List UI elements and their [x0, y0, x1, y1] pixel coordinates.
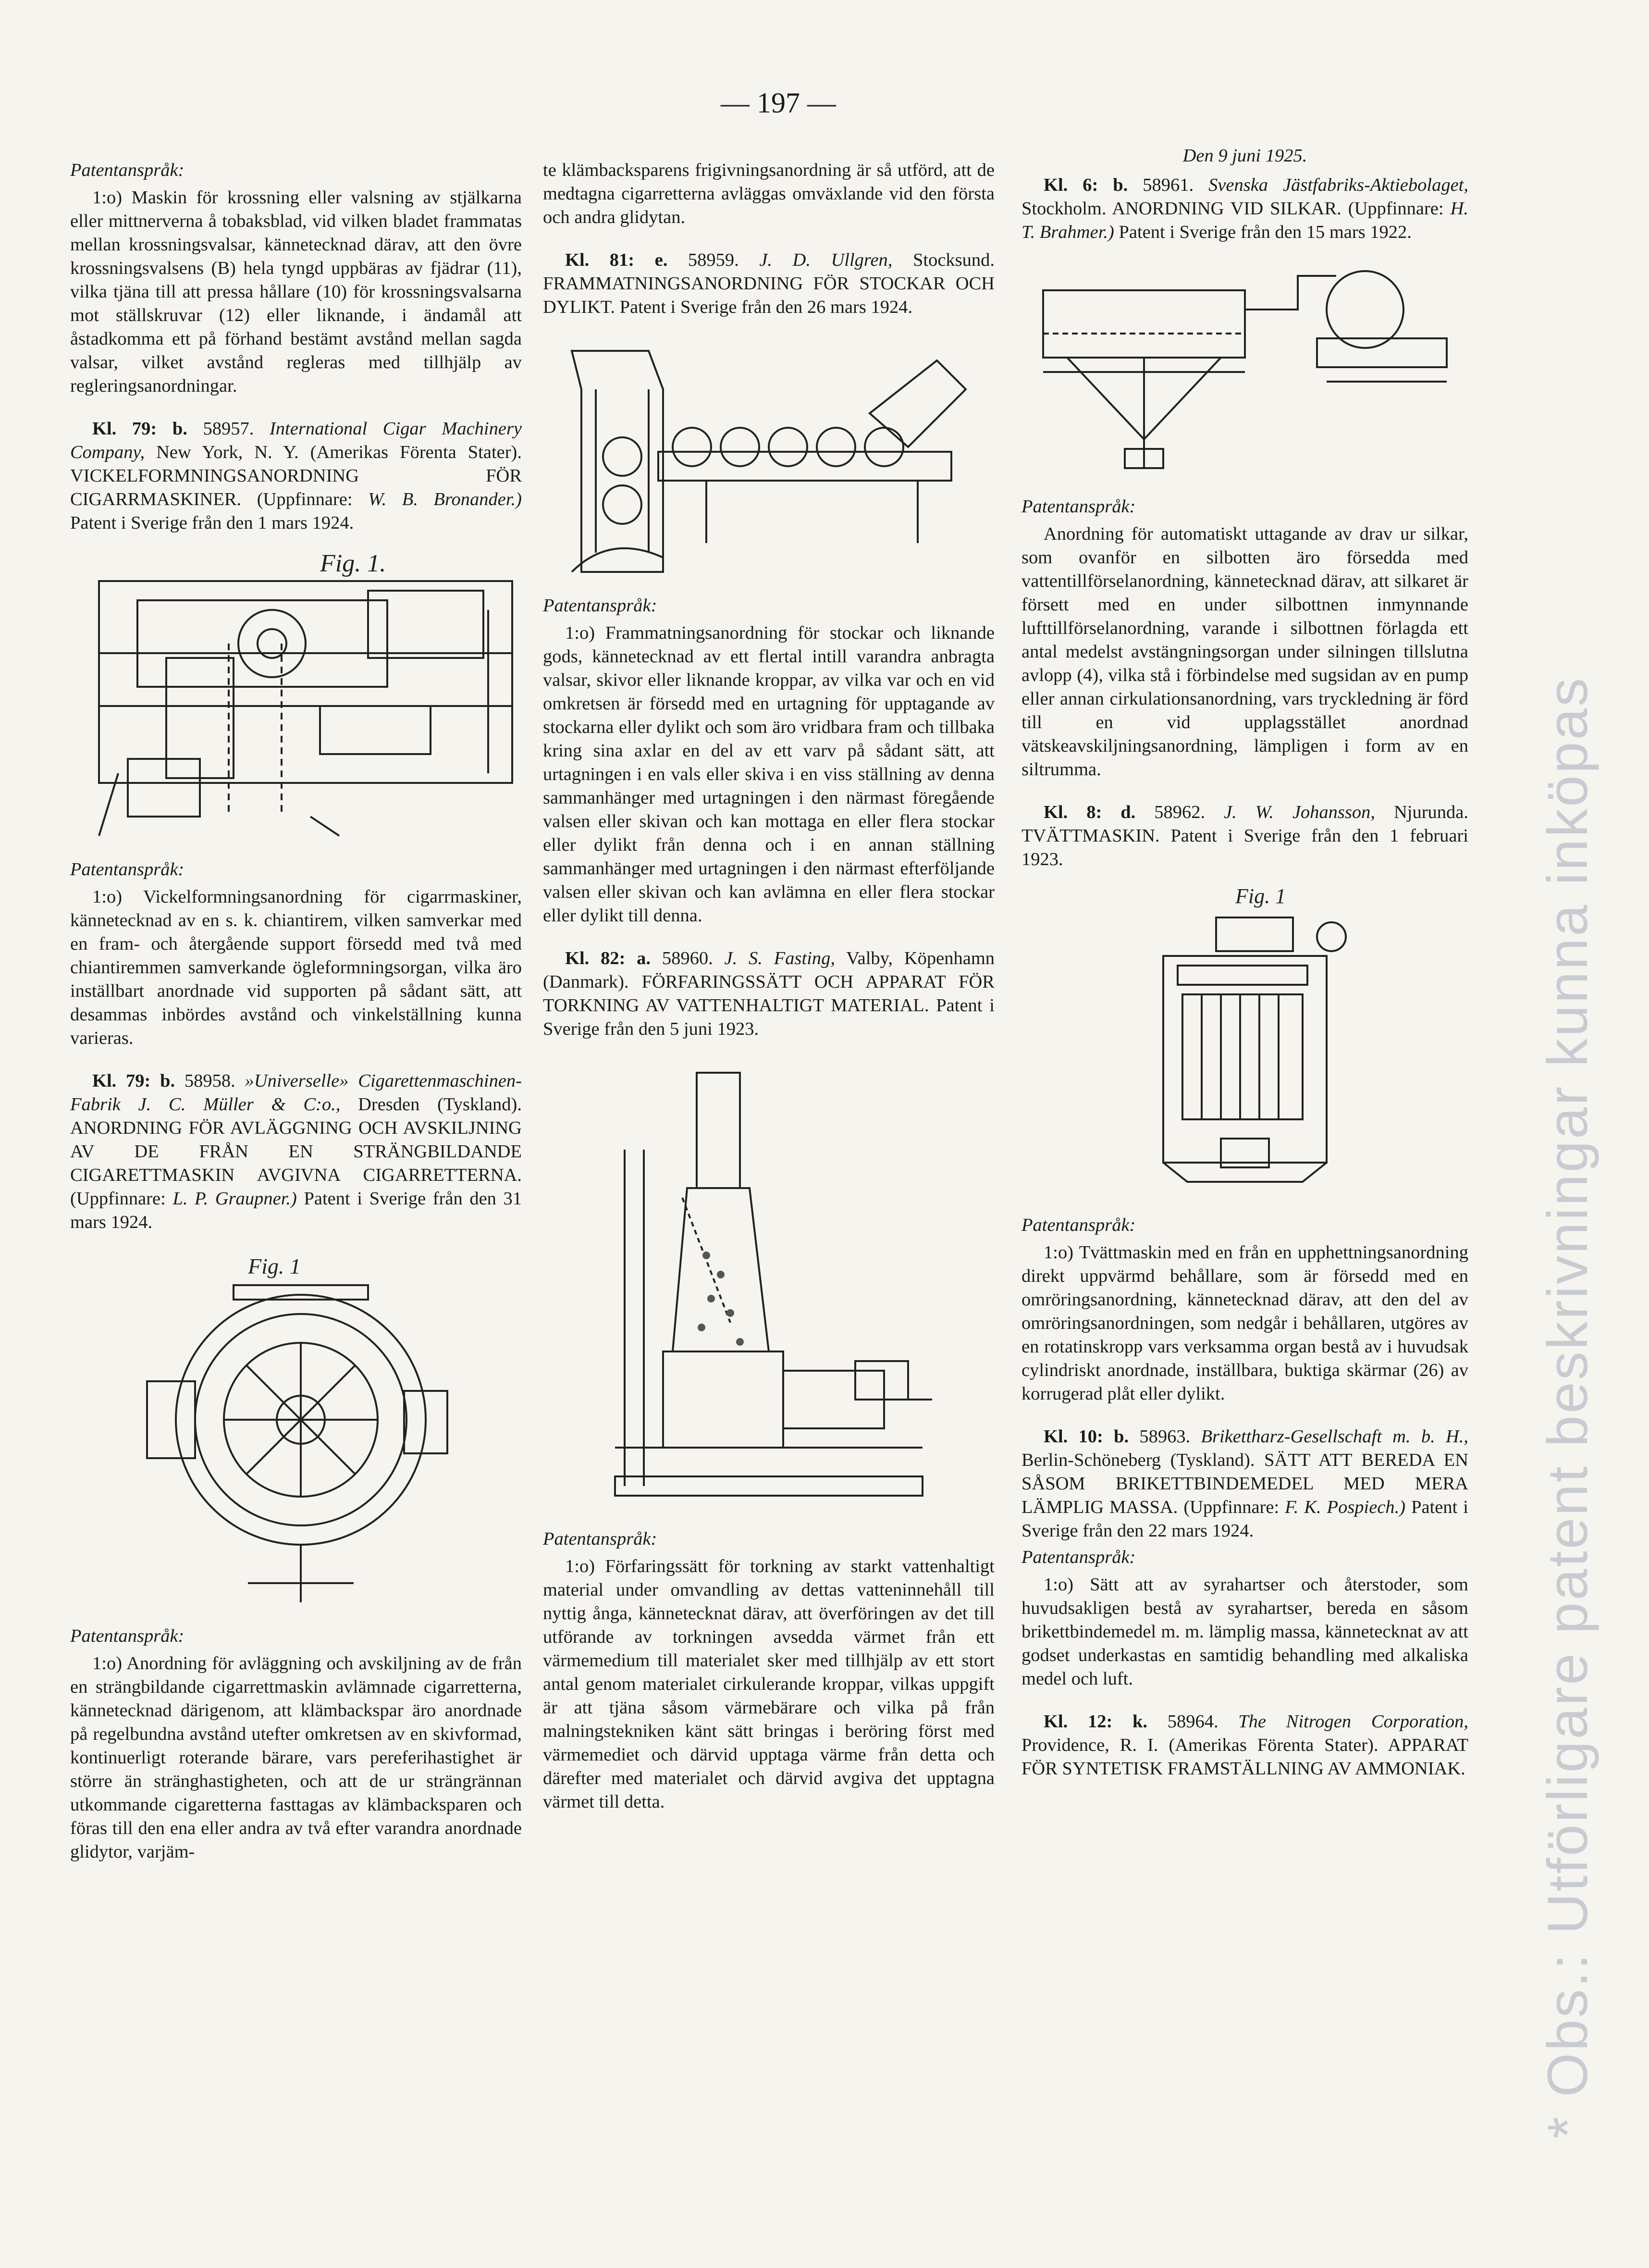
patent-entry-58960	[543, 947, 995, 1041]
class-label: Kl. 10: b.	[1044, 1426, 1129, 1447]
claim-text: 1:o) Sätt att av syrahartser och återstoder, som huvudsakligen bestå av syrahartser, bereda en såsom brikettbindemedel m. m. lämplig massa, kännetecknat av att godset underkastas en samtidig behandling med alkaliska medel och luft.	[1021, 1574, 1468, 1689]
patent-date: Patent i Sverige från den 22 mars 1924.	[1021, 1497, 1469, 1541]
claim-text: 1:o) Anordning för avläggning och avskiljning av de från en strängbildande cigarrettmaskin avlämnade cigarretterna, kännetecknad därigenom, att klämbackspar äro anordnade på regelbundna avstånd utefter omkretsen av en skivformad, kontinuerligt roterande bärare, vars pereferihastighet är större än stränghastigheten, och att de ur strängrännan utkommande cigaretterna fasttagas av klämbacksparen och föras till den ena eller andra av två efter varandra anordnade glidytor, varjäm-	[70, 1653, 522, 1862]
class-label: Kl. 12: k.	[1044, 1711, 1147, 1732]
patent-number: 58959.	[688, 250, 739, 270]
claim-text: 1:o) Vickelformningsanordning för cigarrmaskiner, kännetecknad av en s. k. chiantirem, vilken samverkar med en fram- och återgående support försedd med två med chiantiremmen samverkande ögleformningsorgan, vilka äro inställbart anordnade vid supporten på sådant sätt, att desammas inbördes avstånd och vinkelställning kunna varieras.	[70, 887, 522, 1048]
claim-text: Anordning för automatiskt uttagande av drav ur silkar, som ovanför en silbotten äro försedda med vattentillförselanordning, kännetecknad därav, att silkaret är försett med en under silbottnen inmynnande lufttillförselanordning, varande i silbottnen förlagda ett antal medelst avstängningsorgan under silningen tillslutna avlopp (4), vilka stå i förbindelse med sugsidan av en pump eller annan cirkulationsanordning, vars tryckledning är förd till en vid upplagsstället anordnad vätskeavskiljningsanordning, lämpligen i form av en siltrumma.	[1021, 524, 1468, 780]
patent-date: Patent i Sverige från den 15 mars 1922.	[1119, 222, 1412, 242]
applicant: »Universelle» Cigarettenmaschinen-Fabrik J. C. Müller & C:o.,	[70, 1071, 522, 1115]
entry-text: Dresden (Tyskland). ANORDNING FÖR AVLÄGGNING OCH AVSKILJNING AV DE FRÅN EN STRÄNGBILDANDE CIGARETTMASKIN AVGIVNA CIGARRETTERNA. (Uppfinnare:	[70, 1094, 522, 1209]
patent-number: 58963.	[1139, 1426, 1191, 1447]
patent-entry-58964	[1021, 1710, 1468, 1781]
patent-date: Patent i Sverige från den 1 mars 1924.	[70, 513, 354, 533]
patent-number: 58957.	[203, 419, 254, 439]
figure-label: Fig. 1	[248, 1254, 301, 1278]
lauter-tun-figure	[1029, 257, 1461, 483]
applicant: The Nitrogen Corporation,	[1238, 1711, 1468, 1732]
claim-heading: Patentanspråk:	[1021, 1547, 1136, 1567]
column-3	[1021, 144, 1468, 1781]
column-1	[70, 159, 522, 1864]
applicant: International Cigar Machinery Company,	[70, 419, 522, 462]
entry-text: Njurunda. TVÄTTMASKIN. Patent i Sverige från den 1 februari 1923.	[1021, 802, 1469, 869]
inventor: H. T. Brahmer.)	[1021, 198, 1469, 242]
patent-entry-58962	[1021, 801, 1468, 871]
claim-text: 1:o) Maskin för krossning eller valsning av stjälkarna eller mittnerverna å tobaksblad, vid vilken bladet frammatas mellan krossningsvalsar, kännetecknad därav, att den övre krossningsvalsens (B) hela tyngd uppbäras av fjädrar (11), vilka tjäna till att pressa hållare (10) för krossningsvalsarna mot ställskruvar (12) eller liknande, i ändamål att åstadkomma ett på förhand bestämt avstånd mellan sagda valsar, vilket avstånd regleras med tillhjälp av regleringsanordningar.	[70, 187, 522, 396]
inventor: L. P. Graupner.)	[172, 1189, 297, 1209]
patent-entry-58957	[70, 417, 522, 535]
claim-heading: Patentanspråk:	[70, 859, 185, 880]
claim-text: 1:o) Tvättmaskin med en från en upphettningsanordning direkt uppvärmd behållare, som är försedd med en omröringsanordning, kännetecknad därav, att den del av omröringsanordningen, som nedgår i behållaren, utgöres av en rotatinskropp vars verksamma organ bestå av i huvudsak cylindriskt anordnade, inställbara, buktiga skärmar (26) av korrugerad plåt eller dylikt.	[1021, 1242, 1468, 1404]
claim-continuation: te klämbacksparens frigivningsanordning är så utförd, att de medtagna cigarretterna avläggas omväxlande vid den första och andra glidytan.	[543, 160, 995, 227]
patent-number: 58958.	[184, 1071, 235, 1091]
patent-number: 58960.	[662, 948, 713, 968]
patent-number: 58962.	[1154, 802, 1206, 822]
applicant: Svenska Jästfabriks-Aktiebolaget,	[1208, 175, 1468, 195]
applicant: Brikettharz-Gesellschaft m. b. H.,	[1201, 1426, 1468, 1447]
class-label: Kl. 79: b.	[92, 1071, 175, 1091]
applicant: J. W. Johansson,	[1224, 802, 1376, 822]
log-feeder-figure	[553, 332, 985, 582]
patent-entry-58961	[1021, 174, 1468, 244]
patent-number: 58961.	[1143, 175, 1194, 195]
class-label: Kl. 8: d.	[1044, 802, 1136, 822]
claim-heading: Patentanspråk:	[70, 160, 185, 180]
entry-text: Berlin-Schöneberg (Tyskland). SÄTT ATT BEREDA EN SÅSOM BRIKETTBINDEMEDEL MED MERA LÄMPLIG MASSA. (Uppfinnare:	[1021, 1450, 1468, 1517]
inventor: F. K. Pospiech.)	[1285, 1497, 1406, 1517]
column-2	[543, 159, 995, 1814]
class-label: Kl. 81: e.	[565, 250, 668, 270]
entry-text: Stocksund. FRAMMATNINGSANORDNING FÖR STOCKAR OCH DYLIKT. Patent i Sverige från den 26 mars 1924.	[543, 250, 995, 317]
claim-text: 1:o) Frammatningsanordning för stockar och liknande gods, kännetecknad av ett flertal intill varandra anbragta valsar, skivor eller liknande kroppar, av vilka var och en vid omkretsen är försedd med en urtagning för upptagande av stockarna eller dylikt och som äro vridbara fram och tillbaka kring sina axlar en del av ett varv på sådant sätt, att urtagningen i en vals eller skiva i en viss ställning av denna sammanhänger med urtagningen i den närmast föregående valsen eller skivan och kan mottaga en eller flera stockar eller dylikt från denna och i en annan ställning sammanhänger med urtagningen i den närmast efterföljande valsen eller skivan och kan avlämna en eller flera stockar eller dylikt till denna.	[543, 623, 995, 926]
applicant: J. D. Ullgren,	[759, 250, 893, 270]
claim-heading: Patentanspråk:	[1021, 1215, 1136, 1235]
washing-machine-figure	[1120, 884, 1370, 1201]
claim-text: 1:o) Förfaringssätt för torkning av starkt vattenhaltigt material under omvandling av dettas vatteninnehåll till nyttig ånga, kännetecknat därav, att överföringen av det till utförande av torkningen avsedda värmet från ett värmemedium till materialet sker med tillhjälp av ett stort antal genom materialet cirkulerande kroppar, vilkas uppgift är att tjäna såsom värmebärare och vilka på från malningstekniken känt sätt bringas i beröring först med värmemediet och därvid upptaga värme från detta och därefter med materialet och därvid avgiva det upptagna värmet till detta.	[543, 1556, 995, 1812]
claim-heading: Patentanspråk:	[70, 1626, 185, 1646]
claim-heading: Patentanspråk:	[1021, 496, 1136, 517]
class-label: Kl. 82: a.	[565, 948, 651, 968]
applicant: J. S. Fasting,	[724, 948, 835, 968]
entry-text: New York, N. Y. (Amerikas Förenta Stater). VICKELFORMNINGSANORDNING FÖR CIGARRMASKINER. (Uppfinnare:	[70, 442, 522, 509]
class-label: Kl. 79: b.	[92, 419, 187, 439]
show-through-stamp: * Obs.: Utförligare patent beskrivningar kunna inköpas	[1536, 676, 1600, 2139]
patent-number: 58964.	[1167, 1711, 1218, 1732]
entry-text: Valby, Köpenhamn (Danmark). FÖRFARINGSSÄTT OCH APPARAT FÖR TORKNING AV VATTENHALTIGT MATERIAL. Patent i Sverige från den 5 juni 1923.	[543, 948, 995, 1039]
patent-entry-58959	[543, 248, 995, 319]
page-number: — 197 —	[721, 87, 836, 119]
entry-text: Stockholm. ANORDNING VID SILKAR. (Uppfinnare:	[1021, 198, 1444, 219]
cigarette-wheel-figure	[128, 1247, 464, 1612]
claim-heading: Patentanspråk:	[543, 1529, 657, 1549]
patent-entry-58958	[70, 1069, 522, 1234]
entry-text: Providence, R. I. (Amerikas Förenta Stater). APPARAT FÖR SYNTETISK FRAMSTÄLLNING AV AMMONIAK.	[1021, 1735, 1468, 1779]
patent-entry-58963	[1021, 1425, 1468, 1543]
drying-apparatus-figure	[586, 1053, 951, 1515]
inventor: W. B. Bronander.)	[368, 489, 522, 509]
cigar-machine-figure	[70, 547, 522, 845]
issue-date: Den 9 juni 1925.	[1182, 146, 1307, 166]
figure-label: Fig. 1.	[320, 550, 386, 577]
claim-heading: Patentanspråk:	[543, 595, 657, 616]
class-label: Kl. 6: b.	[1044, 175, 1128, 195]
figure-label: Fig. 1	[1235, 884, 1286, 908]
patent-date: Patent i Sverige från den 31 mars 1924.	[70, 1189, 522, 1232]
